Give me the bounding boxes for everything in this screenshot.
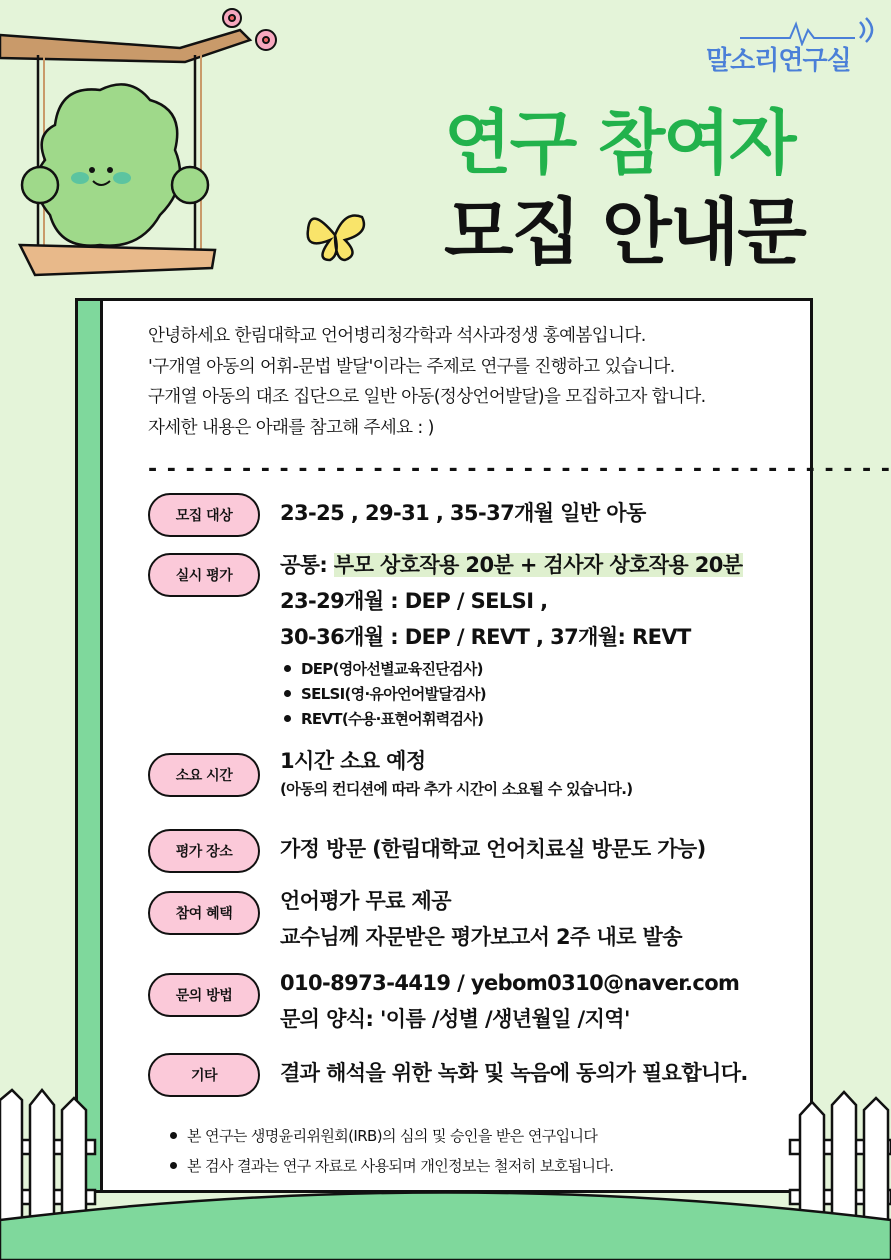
bullet-icon [284,715,291,722]
lab-logo [700,14,885,94]
info-card [75,298,891,1193]
contact-line2: 문의 양식: '이름 /성별 /생년월일 /지역' [280,1007,630,1031]
label-place: 평가 장소 [148,829,260,873]
time-value: 1시간 소요 예정 [280,749,426,773]
intro-line: '구개열 아동의 어휘-문법 발달'이라는 주제로 연구를 진행하고 있습니다. [148,356,675,377]
contact-line1: 010-8973-4419 / yebom0310@naver.com [280,971,740,995]
eval-common-value: 부모 상호작용 20분 + 검사자 상호작용 20분 [333,553,743,577]
benefit-line2: 교수님께 자문받은 평가보고서 2주 내로 발송 [280,925,682,949]
time-note: (아동의 컨디션에 따라 추가 시간이 소요될 수 있습니다.) [280,780,633,798]
eval-line3: 30-36개월 : DEP / REVT , 37개월: REVT [280,625,691,649]
eval-bullets [280,657,486,732]
place-value: 가정 방문 (한림대학교 언어치료실 방문도 가능) [280,837,706,861]
list-item: SELSI(영·유아언어발달검사) [280,682,486,707]
intro-line: 구개열 아동의 대조 집단으로 일반 아동(정상언어발달)을 모집하고자 합니다. [148,387,706,407]
list-item: REVT(수용·표현어휘력검사) [280,707,486,732]
label-target: 모집 대상 [148,493,260,537]
label-etc: 기타 [148,1053,260,1097]
benefit-line1: 언어평가 무료 제공 [280,889,451,913]
eval-line2: 23-29개월 : DEP / SELSI , [280,589,548,613]
intro-line: 안녕하세요 한림대학교 언어병리청각학과 석사과정생 홍예봄입니다. [148,326,646,346]
swing-character-illustration [0,0,300,300]
intro-line: 자세한 내용은 아래를 참고해 주세요 : ) [148,417,434,438]
grass-fence-decoration [0,1060,891,1260]
page-title-line2: 모집 안내문 [444,190,805,274]
dashed-divider: - - - - - - - - - - - - - - - - - - - - - - - - - - - - - - - - - - - - - - - - [148,457,891,482]
label-benefit: 참여 혜택 [148,891,260,935]
label-eval: 실시 평가 [148,553,260,597]
bullet-icon [284,690,291,697]
bullet-icon [284,665,291,672]
logo-text: 말소리연구실 [706,46,851,76]
list-item: 본 검사 결과는 연구 자료로 사용되며 개인정보는 철저히 보호됩니다. [166,1151,613,1181]
label-time: 소요 시간 [148,753,260,797]
eval-common [280,547,743,583]
label-contact: 문의 방법 [148,973,260,1017]
eval-common-prefix: 공통: [280,553,334,577]
list-item: DEP(영아선별교육진단검사) [280,657,486,682]
page-title-line1: 연구 참여자 [444,102,795,184]
card-accent-stripe [78,301,103,1190]
etc-value: 결과 해석을 위한 녹화 및 녹음에 동의가 필요합니다. [280,1061,748,1085]
target-value: 23-25 , 29-31 , 35-37개월 일반 아동 [280,501,646,525]
list-item: 본 연구는 생명윤리위원회(IRB)의 심의 및 승인을 받은 연구입니다 [166,1121,613,1151]
intro-text [148,321,706,443]
butterfly-icon [300,205,370,265]
